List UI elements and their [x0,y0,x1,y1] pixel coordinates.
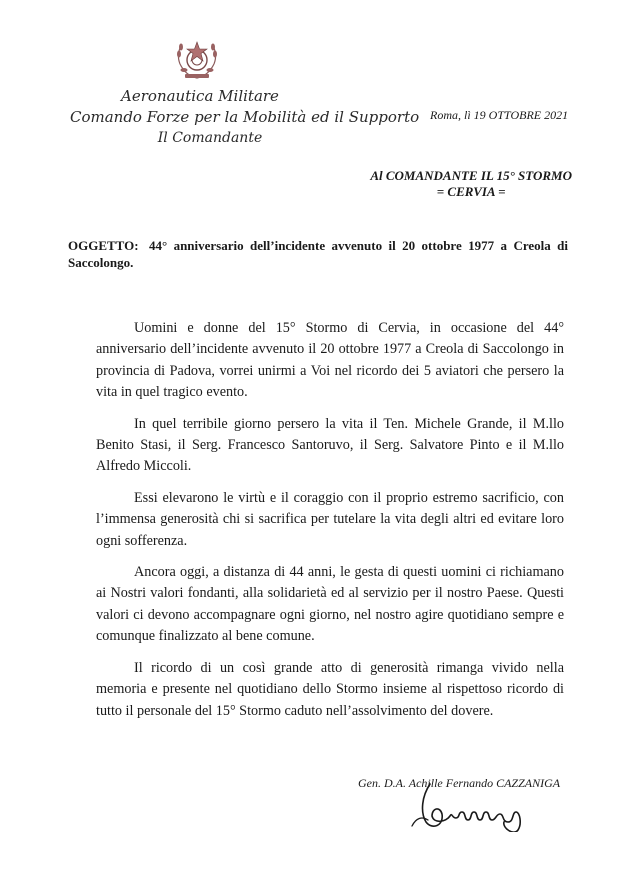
italian-republic-emblem-icon [172,34,222,84]
letterhead-service: Aeronautica Militare [121,87,279,105]
recipient-line-2: = CERVIA = [436,184,506,199]
body-paragraph: Essi elevarono le virtù e il coraggio con il proprio estremo sacrificio, con l’immensa generosità chi si sacrifica per tutelare la vita degli altri ed evitare loro ogni sofferenza. [96,489,564,549]
recipient-line-1: Al COMANDANTE IL 15° STORMO [370,168,572,183]
body-paragraph: Uomini e donne del 15° Stormo di Cervia, in occasione del 44° anniversario dell’incidente avvenuto il 20 ottobre 1977 a Creola di Saccolongo in provincia di Padova, vorrei unirmi a Voi nel ricordo dei 5 aviatori che persero la vita in quel tragico evento. [96,320,564,401]
letterhead-command: Comando Forze per la Mobilità ed il Supporto [70,108,420,126]
recipient-block [370,168,572,200]
handwritten-signature-icon [392,782,552,832]
letterhead-commander: Il Comandante [157,130,263,146]
subject-text: 44° anniversario dell’incidente avvenuto il 20 ottobre 1977 a Creola di Saccolongo. [68,238,568,270]
signatory-name: Gen. D.A. Achille Fernando CAZZANIGA [358,776,561,790]
body-paragraph: Ancora oggi, a distanza di 44 anni, le gesta di questi uomini ci richiamano ai Nostri valori fondanti, alla solidarietà ed al servizio per il nostro Paese. Questi valori ci devono accompagnare ogni giorno, nel nostro agire quotidiano sempre e comunque finalizzato al bene comune. [96,564,564,645]
letter-body [96,318,564,732]
subject-line [68,237,568,271]
letterhead [40,86,420,148]
letter-date: Roma, lì 19 OTTOBRE 2021 [430,108,569,122]
subject-label: OGGETTO: [68,238,139,253]
body-paragraph: In quel terribile giorno persero la vita il Ten. Michele Grande, il M.llo Benito Stasi, il Serg. Francesco Santoruvo, il Serg. Salvatore Pinto e il M.llo Alfredo Miccoli. [96,415,564,475]
body-paragraph: Il ricordo di un così grande atto di generosità rimanga vivido nella memoria e presente nel quotidiano dello Stormo insieme al rispettoso ricordo di tutto il personale del 15° Stormo caduto nell’assolvimento del dovere. [96,659,564,719]
